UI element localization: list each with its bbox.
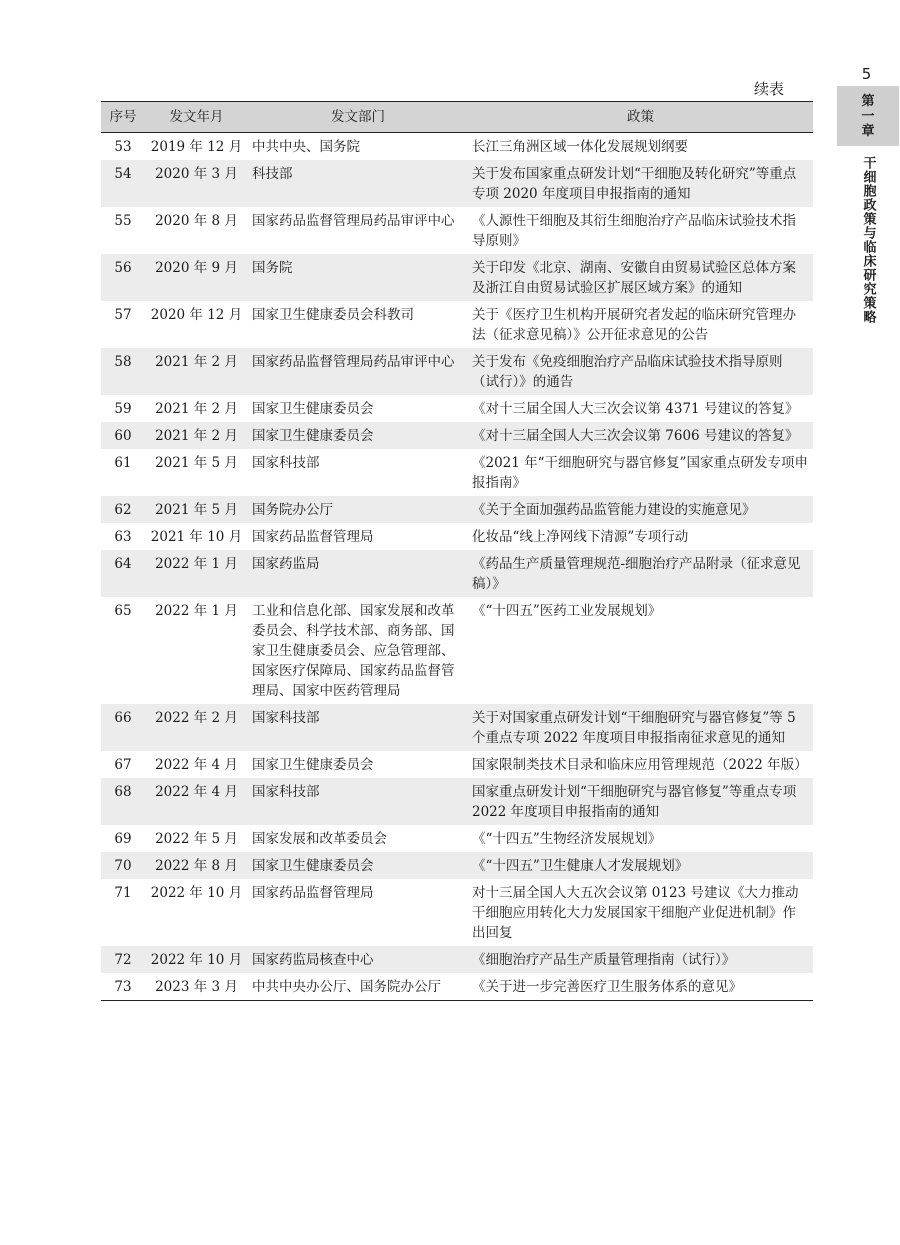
row-date: 2022 年 4 月 — [145, 778, 248, 825]
table-row — [101, 778, 813, 825]
table-row — [101, 825, 813, 852]
row-policy: 《关于进一步完善医疗卫生服务体系的意见》 — [468, 973, 813, 1001]
chapter-char: 第 — [861, 93, 875, 109]
row-department: 中共中央、国务院 — [252, 139, 360, 155]
row-number: 63 — [114, 529, 132, 545]
row-department: 国家卫生健康委员会 — [252, 757, 374, 773]
row-policy: 《“十四五”生物经济发展规划》 — [472, 831, 662, 847]
row-department: 国家药品监督管理局药品审评中心 — [252, 213, 455, 229]
row-policy: 《2021 年“干细胞研究与器官修复”国家重点研发专项申报指南》 — [472, 455, 808, 491]
row-number: 68 — [101, 778, 145, 825]
row-number: 59 — [114, 401, 132, 417]
table-row — [101, 523, 813, 550]
row-date: 2022 年 10 月 — [145, 946, 248, 973]
header-date: 发文年月 — [145, 102, 248, 133]
row-date: 2022 年 1 月 — [145, 550, 248, 597]
row-date: 2022 年 2 月 — [145, 704, 248, 751]
row-date: 2020 年 3 月 — [145, 160, 248, 207]
row-number: 64 — [101, 550, 145, 597]
row-date: 2022 年 4 月 — [155, 757, 238, 773]
table-row — [101, 852, 813, 879]
row-date: 2022 年 8 月 — [145, 852, 248, 879]
table-row — [101, 207, 813, 254]
row-date: 2023 年 3 月 — [145, 973, 248, 1001]
row-date: 2021 年 10 月 — [150, 529, 243, 545]
table-row — [101, 751, 813, 778]
row-number: 73 — [101, 973, 145, 1001]
table-row — [101, 254, 813, 301]
row-policy: 《对十三届全国人大三次会议第 4371 号建议的答复》 — [472, 401, 799, 417]
row-policy: 《关于全面加强药品监管能力建设的实施意见》 — [468, 496, 813, 523]
row-number: 69 — [114, 831, 132, 847]
row-department: 国务院 — [248, 254, 468, 301]
row-number: 56 — [101, 254, 145, 301]
row-department: 国家药品监督管理局 — [252, 529, 374, 545]
row-policy: 《细胞治疗产品生产质量管理指南（试行）》 — [468, 946, 813, 973]
row-department: 国家卫生健康委员会 — [252, 401, 374, 417]
row-date: 2022 年 10 月 — [150, 885, 243, 901]
table-row — [101, 550, 813, 597]
row-policy: 关于对国家重点研发计划“干细胞研究与器官修复”等 5 个重点专项 2022 年度项目申报指南征求意见的通知 — [468, 704, 813, 751]
header-policy: 政策 — [468, 102, 813, 133]
row-policy: 《人源性干细胞及其衍生细胞治疗产品临床试验技术指导原则》 — [472, 213, 796, 249]
row-number: 71 — [114, 885, 132, 901]
row-number: 62 — [101, 496, 145, 523]
page-number: 5 — [861, 65, 872, 83]
row-policy: 对十三届全国人大五次会议第 0123 号建议《大力推动干细胞应用转化大力发展国家干细胞产业促进机制》作出回复 — [472, 885, 799, 941]
row-department: 国家卫生健康委员会 — [248, 852, 468, 879]
row-date: 2019 年 12 月 — [150, 139, 243, 155]
row-policy: 长江三角洲区域一体化发展规划纲要 — [472, 139, 688, 155]
row-number: 53 — [114, 139, 132, 155]
table-row — [101, 301, 813, 348]
row-policy: 《药品生产质量管理规范-细胞治疗产品附录（征求意见稿）》 — [468, 550, 813, 597]
table-row — [101, 348, 813, 395]
table-row — [101, 597, 813, 704]
chapter-title: 干细胞政策与临床研究策略 — [860, 156, 876, 324]
table-row — [101, 449, 813, 496]
table-row — [101, 946, 813, 973]
row-policy: 国家重点研发计划“干细胞研究与器官修复”等重点专项 2022 年度项目申报指南的通知 — [468, 778, 813, 825]
row-date: 2021 年 2 月 — [155, 401, 238, 417]
row-policy: 关于发布国家重点研发计划“干细胞及转化研究”等重点专项 2020 年度项目申报指南的通知 — [468, 160, 813, 207]
row-number: 60 — [101, 422, 145, 449]
row-policy: 国家限制类技术目录和临床应用管理规范（2022 年版） — [472, 757, 808, 773]
table-row — [101, 395, 813, 422]
chapter-char: 章 — [861, 123, 875, 139]
row-number: 72 — [101, 946, 145, 973]
row-date: 2020 年 9 月 — [145, 254, 248, 301]
row-number: 66 — [101, 704, 145, 751]
row-date: 2021 年 5 月 — [155, 455, 238, 471]
row-department: 国务院办公厅 — [248, 496, 468, 523]
row-number: 61 — [114, 455, 132, 471]
row-department: 工业和信息化部、国家发展和改革委员会、科学技术部、商务部、国家卫生健康委员会、应急管理部、国家医疗保障局、国家药品监督管理局、国家中医药管理局 — [252, 603, 455, 699]
table-row — [101, 133, 813, 161]
row-date: 2020 年 12 月 — [150, 307, 243, 323]
row-department: 国家科技部 — [248, 778, 468, 825]
row-policy: 《对十三届全国人大三次会议第 7606 号建议的答复》 — [468, 422, 813, 449]
row-number: 58 — [101, 348, 145, 395]
row-department: 国家发展和改革委员会 — [252, 831, 387, 847]
row-department: 国家药品监督管理局 — [252, 885, 374, 901]
chapter-title-wrap — [837, 156, 899, 324]
row-department: 国家科技部 — [248, 704, 468, 751]
row-department: 中共中央办公厅、国务院办公厅 — [248, 973, 468, 1001]
row-department: 国家卫生健康委员会科教司 — [252, 307, 414, 323]
table-row — [101, 422, 813, 449]
table-row — [101, 973, 813, 1001]
table-row — [101, 879, 813, 946]
chapter-side-tab — [833, 62, 900, 324]
row-number: 55 — [114, 213, 132, 229]
row-department: 国家药监局核查中心 — [248, 946, 468, 973]
row-date: 2021 年 5 月 — [145, 496, 248, 523]
row-department: 国家科技部 — [252, 455, 320, 471]
row-department: 国家药监局 — [248, 550, 468, 597]
row-date: 2021 年 2 月 — [145, 422, 248, 449]
row-date: 2022 年 5 月 — [155, 831, 238, 847]
table-body — [101, 133, 813, 1001]
header-number: 序号 — [101, 102, 145, 133]
row-number: 65 — [114, 603, 132, 619]
row-policy: 《“十四五”卫生健康人才发展规划》 — [468, 852, 813, 879]
row-policy: 《“十四五”医药工业发展规划》 — [472, 603, 662, 619]
table-header-row — [101, 102, 813, 133]
chapter-char: 一 — [861, 108, 875, 124]
row-policy: 关于印发《北京、湖南、安徽自由贸易试验区总体方案及浙江自由贸易试验区扩展区域方案》的通知 — [468, 254, 813, 301]
continued-label: 续表 — [754, 80, 785, 98]
row-number: 70 — [101, 852, 145, 879]
row-number: 67 — [114, 757, 132, 773]
row-policy: 化妆品“线上净网线下清源”专项行动 — [472, 529, 689, 545]
header-department: 发文部门 — [248, 102, 468, 133]
row-department: 科技部 — [248, 160, 468, 207]
row-policy: 关于《医疗卫生机构开展研究者发起的临床研究管理办法（征求意见稿）》公开征求意见的公告 — [472, 307, 796, 343]
table-row — [101, 160, 813, 207]
row-department: 国家药品监督管理局药品审评中心 — [248, 348, 468, 395]
table-row — [101, 704, 813, 751]
row-date: 2021 年 2 月 — [145, 348, 248, 395]
row-date: 2022 年 1 月 — [155, 603, 238, 619]
chapter-label — [837, 86, 899, 146]
row-policy: 关于发布《免疫细胞治疗产品临床试验技术指导原则（试行）》的通告 — [468, 348, 813, 395]
row-department: 国家卫生健康委员会 — [248, 422, 468, 449]
policy-table — [101, 101, 813, 1001]
row-number: 57 — [114, 307, 132, 323]
table-row — [101, 496, 813, 523]
row-number: 54 — [101, 160, 145, 207]
row-date: 2020 年 8 月 — [155, 213, 238, 229]
